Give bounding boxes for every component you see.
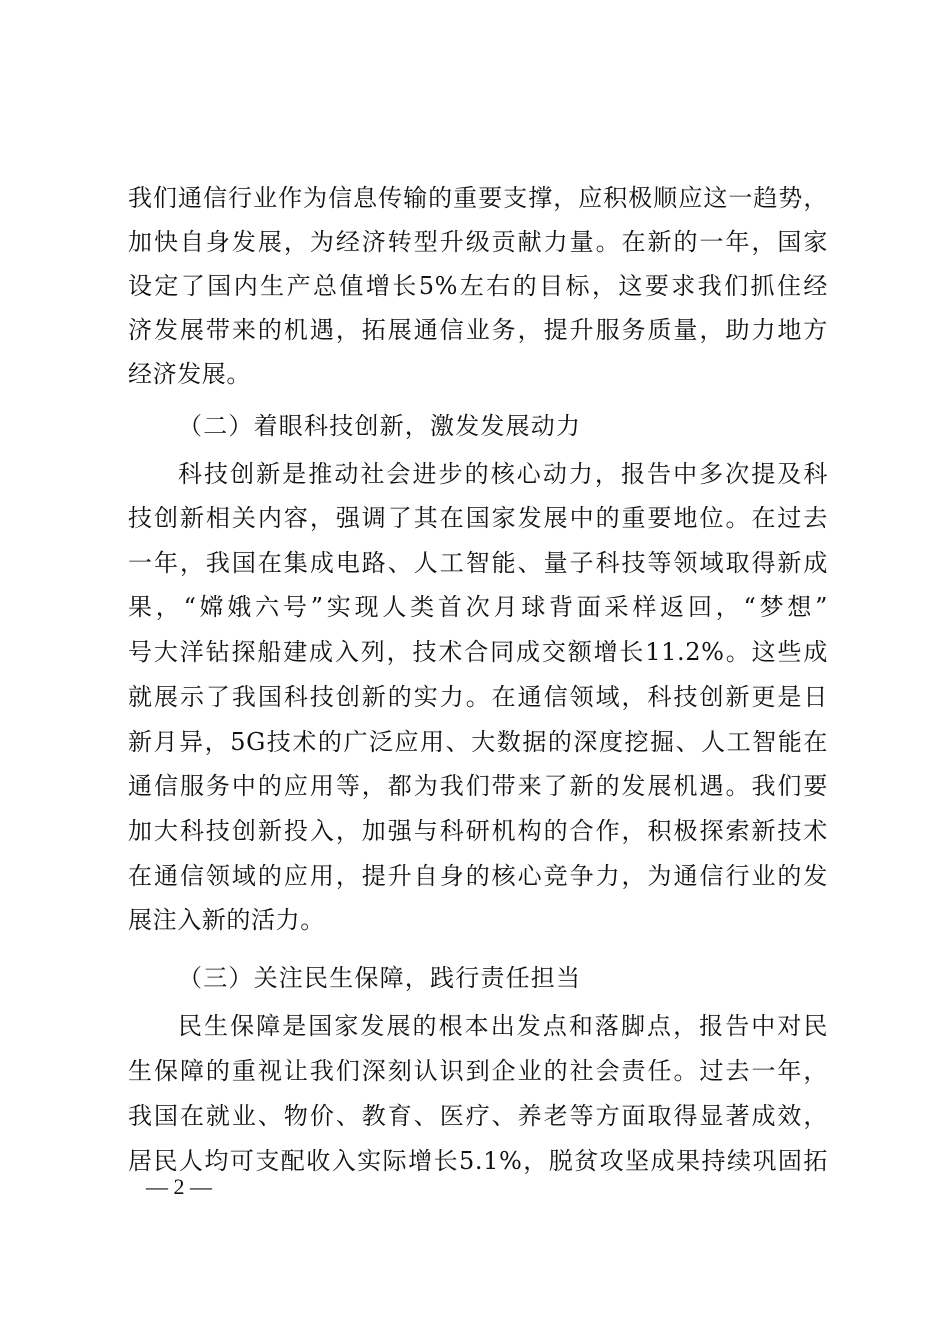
page-number: — 2 — bbox=[146, 1174, 212, 1199]
text-line: 济发展带来的机遇，拓展通信业务，提升服务质量，助力地方 bbox=[128, 316, 828, 344]
text-line: 我国在就业、物价、教育、医疗、养老等方面取得显著成效， bbox=[128, 1102, 828, 1130]
text-line: 号大洋钻探船建成入列，技术合同成交额增长11.2%。这些成 bbox=[128, 638, 828, 666]
text-line: 民生保障是国家发展的根本出发点和落脚点，报告中对民 bbox=[178, 1012, 828, 1040]
text-line: 科技创新是推动社会进步的核心动力，报告中多次提及科 bbox=[178, 460, 828, 488]
section-heading-2: （二）着眼科技创新，激发发展动力 bbox=[178, 412, 582, 440]
text-line: 生保障的重视让我们深刻认识到企业的社会责任。过去一年， bbox=[128, 1057, 828, 1085]
section-heading-3: （三）关注民生保障，践行责任担当 bbox=[178, 964, 582, 992]
text-line: 通信服务中的应用等，都为我们带来了新的发展机遇。我们要 bbox=[128, 772, 828, 800]
text-line: 我们通信行业作为信息传输的重要支撑，应积极顺应这一趋势， bbox=[128, 184, 828, 212]
text-line: 经济发展。 bbox=[128, 360, 251, 388]
text-line: 展注入新的活力。 bbox=[128, 906, 325, 934]
text-line: 加大科技创新投入，加强与科研机构的合作，积极探索新技术 bbox=[128, 817, 828, 845]
text-line: 新月异，5G技术的广泛应用、大数据的深度挖掘、人工智能在 bbox=[128, 728, 828, 756]
text-line: 设定了国内生产总值增长5%左右的目标，这要求我们抓住经 bbox=[128, 272, 828, 300]
text-line: 果，“嫦娥六号”实现人类首次月球背面采样返回，“梦想” bbox=[128, 593, 828, 621]
text-line: 加快自身发展，为经济转型升级贡献力量。在新的一年，国家 bbox=[128, 228, 828, 256]
text-line: 就展示了我国科技创新的实力。在通信领域，科技创新更是日 bbox=[128, 683, 828, 711]
text-line: 居民人均可支配收入实际增长5.1%，脱贫攻坚成果持续巩固拓 bbox=[128, 1147, 828, 1175]
text-line: 在通信领域的应用，提升自身的核心竞争力，为通信行业的发 bbox=[128, 862, 828, 890]
text-line: 一年，我国在集成电路、人工智能、量子科技等领域取得新成 bbox=[128, 549, 828, 577]
text-line: 技创新相关内容，强调了其在国家发展中的重要地位。在过去 bbox=[128, 504, 828, 532]
